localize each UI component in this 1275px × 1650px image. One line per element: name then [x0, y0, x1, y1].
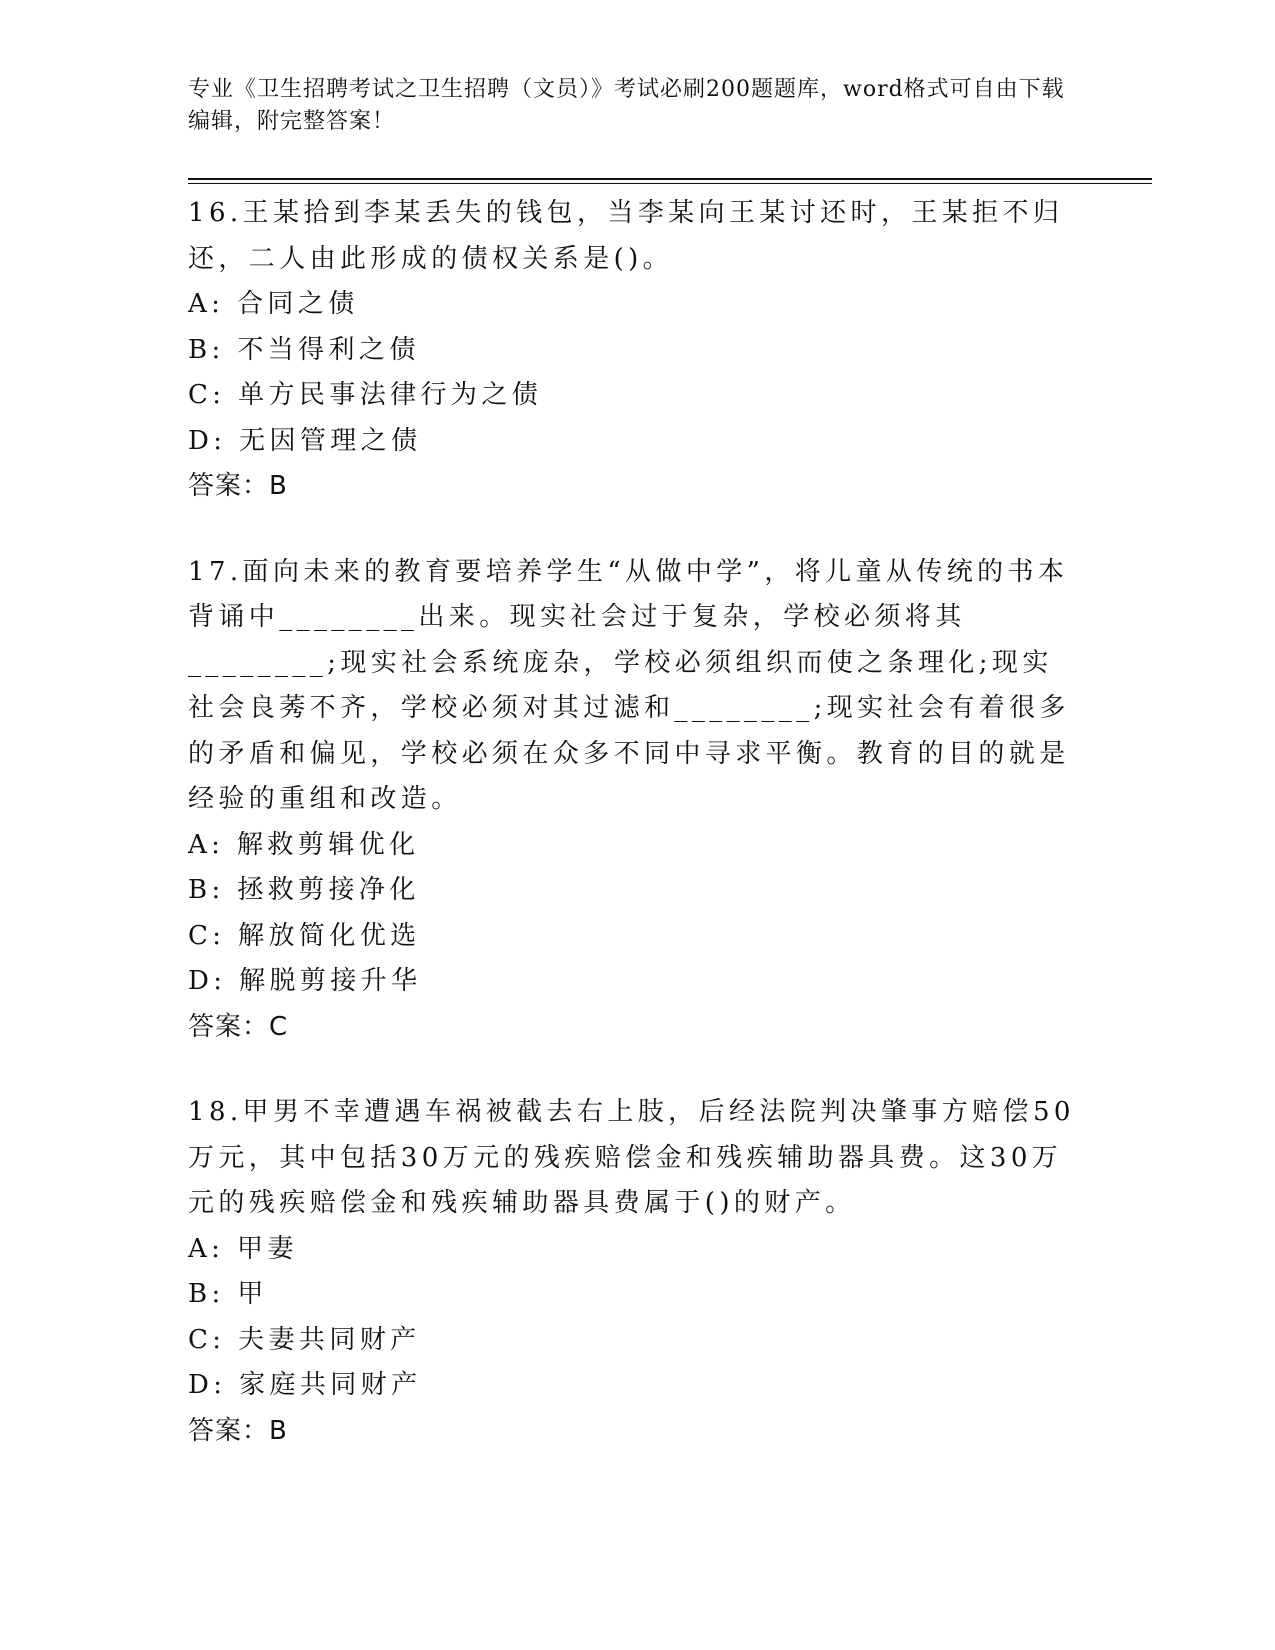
header-divider-thick: [188, 178, 1152, 180]
answer-label: 答案：B: [188, 1415, 288, 1446]
answer-label: 答案：B: [188, 471, 288, 501]
page-header: 专业《卫生招聘考试之卫生招聘（文员）》考试必刷200题题库，word格式可自由下载编辑，附完整答案！: [188, 77, 1065, 134]
answer-label: 答案：C: [188, 1011, 289, 1042]
option-a: A: 合同之债: [188, 289, 359, 319]
question-list: [188, 191, 1078, 1494]
option-c: C: 夫妻共同财产: [188, 1324, 421, 1355]
option-b: B: 甲: [188, 1279, 268, 1309]
question-18: [188, 1090, 1078, 1454]
option-b: B: 不当得利之债: [188, 334, 420, 365]
option-c: C: 解放简化优选: [188, 920, 421, 951]
question-17: [188, 550, 1078, 1051]
header-divider-thin: [188, 183, 1152, 184]
option-a: A: 解救剪辑优化: [188, 829, 420, 860]
question-stem: 18.甲男不幸遭遇车祸被截去右上肢，后经法院判决肇事方赔偿50万元，其中包括30万元的残疾赔偿金和残疾辅助器具费。这30万元的残疾赔偿金和残疾辅助器具费属于()的财产。: [188, 1097, 1075, 1218]
option-d: D: 家庭共同财产: [188, 1370, 422, 1400]
question-16: [188, 191, 1078, 510]
option-d: D: 无因管理之债: [188, 425, 422, 456]
option-b: B: 拯救剪接净化: [188, 875, 420, 905]
question-stem: 17.面向未来的教育要培养学生“从做中学”，将儿童从传统的书本背诵中________出来。现实社会过于复杂，学校必须将其________;现实社会系统庞杂，学校必须组织而使之条理化;现实社会良莠不齐，学校必须对其过滤和________;现实社会有着很多的矛盾和偏见，学校必须在众多不同中寻求平衡。教育的目的就是经验的重组和改造。: [188, 556, 1070, 814]
option-d: D: 解脱剪接升华: [188, 966, 422, 996]
option-c: C: 单方民事法律行为之债: [188, 380, 543, 410]
question-stem: 16.王某拾到李某丢失的钱包，当李某向王某讨还时，王某拒不归还，二人由此形成的债权关系是()。: [188, 198, 1064, 274]
option-a: A: 甲妻: [188, 1233, 298, 1264]
